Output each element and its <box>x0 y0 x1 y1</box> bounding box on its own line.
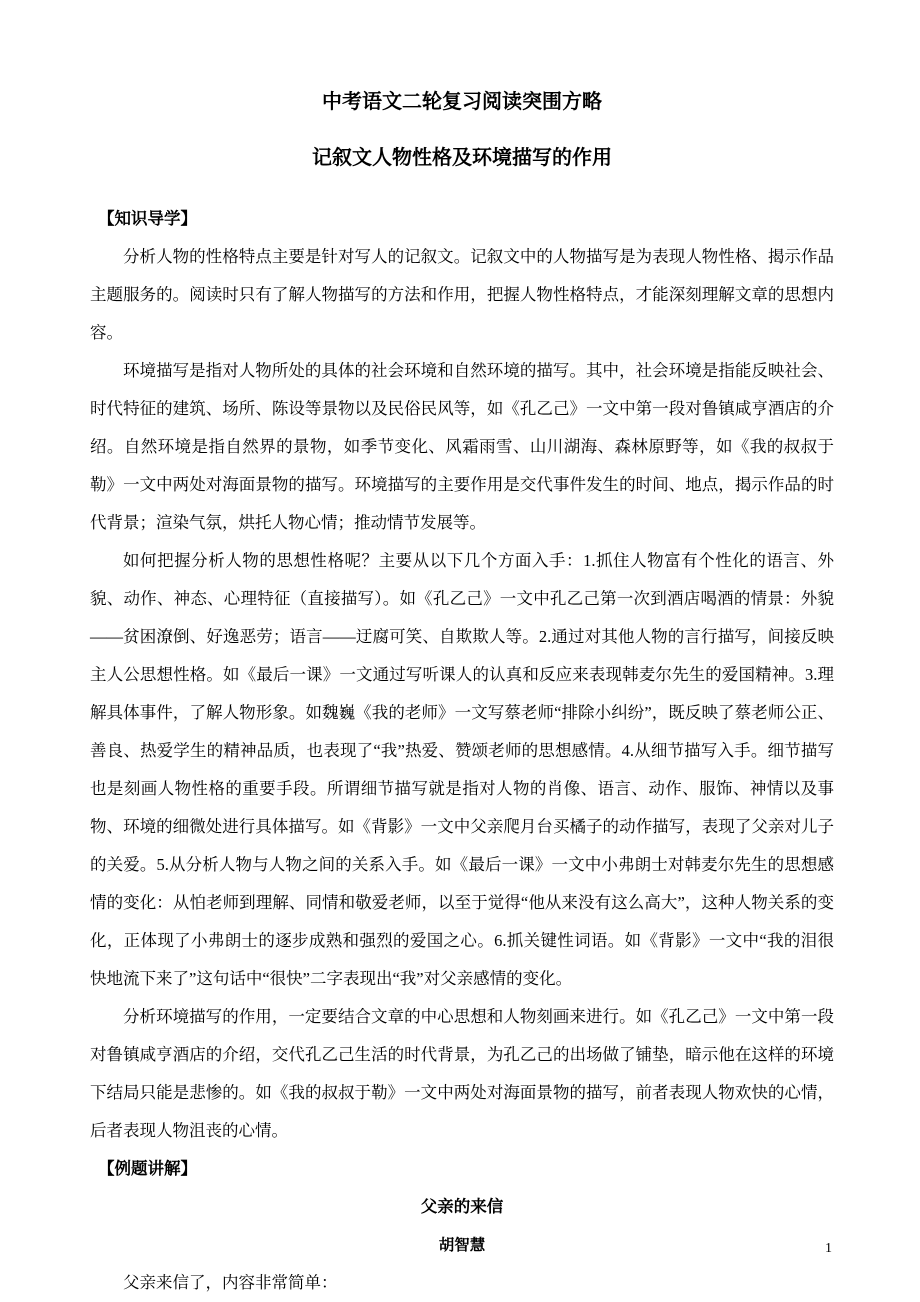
section-heading-knowledge: 【知识导学】 <box>98 209 197 228</box>
essay-title: 父亲的来信 <box>420 1197 504 1216</box>
knowledge-paragraph-1: 分析人物的性格特点主要是针对写人的记叙文。记叙文中的人物描写是为表现人物性格、揭示作品主题服务的。阅读时只有了解人物描写的方法和作用，把握人物性格特点，才能深刻理解文章的思想内容。 <box>90 247 834 342</box>
doc-title-line1: 中考语文二轮复习阅读突围方略 <box>322 89 602 113</box>
page-number: 1 <box>825 1241 832 1256</box>
knowledge-paragraph-2: 环境描写是指对人物所处的具体的社会环境和自然环境的描写。其中，社会环境是指能反映社会、时代特征的建筑、场所、陈设等景物以及民俗民风等，如《孔乙己》一文中第一段对鲁镇咸亨酒店的介绍。自然环境是指自然界的景物，如季节变化、风霜雨雪、山川湖海、森林原野等，如《我的叔叔于勒》一文中两处对海面景物的描写。环境描写的主要作用是交代事件发生的时间、地点，揭示作品的时代背景；渲染气氛，烘托人物心情；推动情节发展等。 <box>90 361 834 532</box>
knowledge-paragraph-4: 分析环境描写的作用，一定要结合文章的中心思想和人物刻画来进行。如《孔乙己》一文中第一段对鲁镇咸亨酒店的介绍，交代孔乙己生活的时代背景，为孔乙己的出场做了铺垫，暗示他在这样的环境下结局只能是悲惨的。如《我的叔叔于勒》一文中两处对海面景物的描写，前者表现人物欢快的心情，后者表现人物沮丧的心情。 <box>90 1007 834 1140</box>
essay-author: 胡智慧 <box>438 1236 486 1254</box>
essay-first-line: 父亲来信了，内容非常简单： <box>123 1273 338 1292</box>
knowledge-paragraph-3: 如何把握分析人物的思想性格呢？主要从以下几个方面入手：1.抓住人物富有个性化的语言、外貌、动作、神态、心理特征（直接描写）。如《孔乙己》一文中孔乙己第一次到酒店喝酒的情景：外貌——贫困潦倒、好逸恶劳；语言——迂腐可笑、自欺欺人等。2.通过对其他人物的言行描写，间接反映主人公思想性格。如《最后一课》一文通过写听课人的认真和反应来表现韩麦尔先生的爱国精神。3.理解具体事件，了解人物形象。如魏巍《我的老师》一文写蔡老师“排除小纠纷”，既反映了蔡老师公正、善良、热爱学生的精神品质，也表现了“我”热爱、赞颂老师的思想感情。4.从细节描写入手。细节描写也是刻画人物性格的重要手段。所谓细节描写就是指对人物的肖像、语言、动作、服饰、神情以及事物、环境的细微处进行具体描写。如《背影》一文中父亲爬月台买橘子的动作描写，表现了父亲对儿子的关爱。5.从分析人物与人物之间的关系入手。如《最后一课》一文中小弗朗士对韩麦尔先生的思想感情的变化：从怕老师到理解、同情和敬爱老师，以至于觉得“他从来没有这么高大”，这种人物关系的变化，正体现了小弗朗士的逐步成熟和强烈的爱国之心。6.抓关键性词语。如《背影》一文中“我的泪很快地流下来了”这句话中“很快”二字表现出“我”对父亲感情的变化。 <box>90 551 834 988</box>
doc-title-line2: 记叙文人物性格及环境描写的作用 <box>312 145 612 169</box>
section-heading-example: 【例题讲解】 <box>98 1159 197 1178</box>
